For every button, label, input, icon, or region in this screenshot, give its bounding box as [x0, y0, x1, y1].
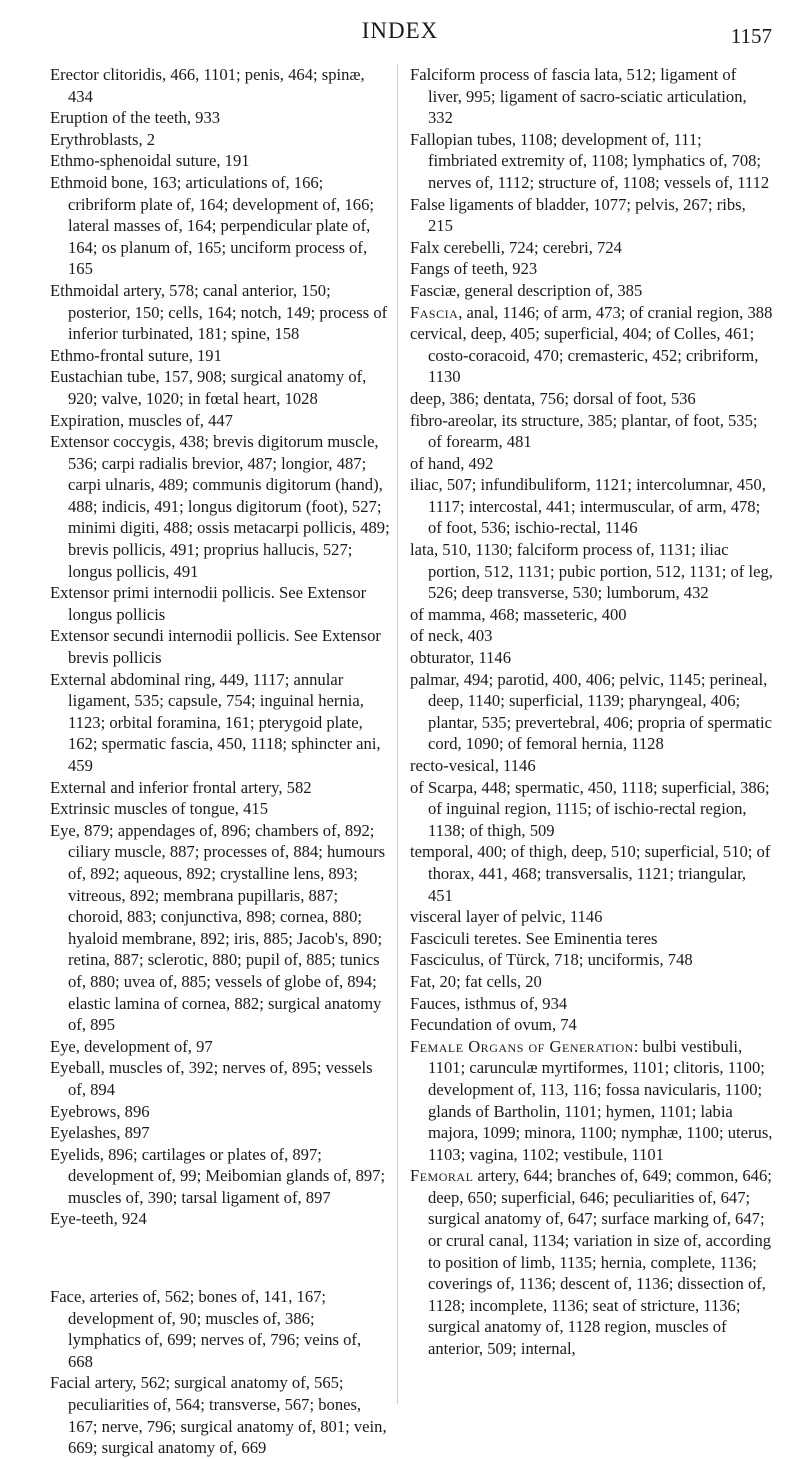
- index-entry: Falx cerebelli, 724; cerebri, 724: [410, 237, 622, 257]
- index-subentry: palmar, 494; parotid, 400, 406; pelvic, 1145; perineal, deep, 1140; superficial, 1139; pharyngeal, 406; plantar, 535; prevertebral, 406; propria of spermatic cord, 1090; of femoral hernia, 1128: [410, 669, 772, 754]
- index-entry: Face, arteries of, 562; bones of, 141, 167; development of, 90; muscles of, 386; lymphatics of, 699; nerves of, 796; veins of, 668: [50, 1287, 362, 1371]
- index-entry-heading: [410, 1036, 774, 1166]
- index-entry: Eye-teeth, 924: [50, 1209, 147, 1229]
- index-subentry: cervical, deep, 405; superficial, 404; of Colles, 461; costo-coracoid, 470; cremasteric, 452; cribriform, 1130: [410, 324, 759, 387]
- index-entry: Fasciæ, general description of, 385: [410, 280, 643, 300]
- index-subentry: deep, 386; dentata, 756; dorsal of foot, 536: [410, 388, 696, 408]
- index-entry: Extensor secundi internodii pollicis. See Extensor brevis pollicis: [50, 626, 381, 668]
- index-entry: Facial artery, 562; surgical anatomy of, 565; peculiarities of, 564; transverse, 567; bones, 167; nerve, 796; surgical anatomy of, 801; vein, 669; surgical anatomy of, 669: [50, 1373, 387, 1458]
- index-entry: Extrinsic muscles of tongue, 415: [50, 799, 268, 819]
- page-header: [0, 14, 800, 54]
- index-subentry: temporal, 400; of thigh, deep, 510; superficial, 510; of thorax, 441, 468; transversalis, 1121; triangular, 451: [410, 842, 771, 905]
- entry-head: Fascia: [410, 302, 459, 322]
- index-subentry: fibro-areolar, its structure, 385; plantar, of foot, 535; of forearm, 481: [410, 410, 758, 452]
- index-subentry: visceral layer of pelvic, 1146: [410, 907, 603, 927]
- index-subentry: of Scarpa, 448; spermatic, 450, 1118; superficial, 386; of inguinal region, 1115; of ischio-rectal region, 1138; of thigh, 509: [410, 777, 770, 840]
- index-entry: Erector clitoridis, 466, 1101; penis, 464; spinæ, 434: [50, 65, 365, 106]
- index-entry: Ethmo-frontal suture, 191: [50, 345, 222, 365]
- index-entry: Fasciculi teretes. See Eminentia teres: [410, 928, 658, 948]
- index-entry-heading: [410, 1165, 774, 1359]
- index-entry: Ethmo-sphenoidal suture, 191: [50, 151, 250, 171]
- index-entry: Eye, 879; appendages of, 896; chambers of, 892; ciliary muscle, 887; processes of, 884; humours of, 892; aqueous, 892; crystalline lens, 893; vitreous, 892; membrana pupillaris, 887; choroid, 883; conjunctiva, 898; cornea, 880; hyaloid membrane, 892; iris, 885; Jacob's, 890; retina, 887; sclerotic, 880; pupil of, 885; tunics of, 880; uvea of, 885; vessels of globe of, 894; elastic lamina of cornea, 882; surgical anatomy of, 895: [50, 820, 386, 1035]
- entry-text: : bulbi vestibuli, 1101; carunculæ myrtiformes, 1101; clitoris, 1100; development of, 113, 116; fossa navicularis, 1100; glands of Bartholin, 1101; hymen, 1101; labia majora, 1099; minora, 1100; nymphæ, 1100; uterus, 1103; vagina, 1102; vestibule, 1101: [428, 1036, 773, 1164]
- page-number: 1157: [730, 24, 772, 48]
- index-entry: Eustachian tube, 157, 908; surgical anatomy of, 920; valve, 1020; in fœtal heart, 1028: [50, 367, 367, 408]
- index-entry: External abdominal ring, 449, 1117; annular ligament, 535; capsule, 754; inguinal hernia, 1123; orbital foramina, 161; pterygoid plate, 162; spermatic fascia, 450, 1118; sphincter ani, 459: [50, 669, 381, 775]
- index-entry: Erythroblasts, 2: [50, 129, 156, 149]
- index-subentry: of mamma, 468; masseteric, 400: [410, 604, 627, 624]
- index-entry: Fecundation of ovum, 74: [410, 1015, 577, 1035]
- index-entry: Fasciculus, of Türck, 718; unciformis, 748: [410, 950, 693, 970]
- index-entry: Eyelashes, 897: [50, 1123, 150, 1143]
- entry-head: Female Organs of Generation: [410, 1036, 634, 1056]
- section-gap: [50, 1230, 390, 1286]
- index-entry: External and inferior frontal artery, 582: [50, 777, 312, 797]
- index-entry-heading: [410, 302, 774, 324]
- column-divider: [397, 64, 398, 1404]
- index-subentry: of neck, 403: [410, 626, 493, 646]
- index-subentry: recto-vesical, 1146: [410, 756, 536, 775]
- index-column-right: [410, 64, 774, 1360]
- index-entry: Eye, development of, 97: [50, 1036, 213, 1056]
- index-entry: Extensor coccygis, 438; brevis digitorum muscle, 536; carpi radialis brevior, 487; longior, 487; carpi ulnaris, 489; communis digitorum (hand), 488; indicis, 491; longus digitorum (foot), 527; minimi digiti, 488; ossis metacarpi pollicis, 489; brevis pollicis, 491; proprius hallucis, 527; longus pollicis, 491: [50, 432, 390, 581]
- index-entry: Fallopian tubes, 1108; development of, 111; fimbriated extremity of, 1108; lymphatics of, 708; nerves of, 1112; structure of, 1108; vessels of, 1112: [410, 129, 770, 192]
- index-entry: Extensor primi internodii pollicis. See Extensor longus pollicis: [50, 583, 367, 624]
- index-entry: Fangs of teeth, 923: [410, 259, 538, 279]
- page-title: INDEX: [361, 18, 439, 43]
- entry-head: Femoral: [410, 1166, 474, 1186]
- index-entry: Eyebrows, 896: [50, 1101, 150, 1121]
- index-entry: Eyelids, 896; cartilages or plates of, 897; development of, 99; Meibomian glands of, 897; muscles of, 390; tarsal ligament of, 897: [50, 1144, 386, 1207]
- index-entry: Expiration, muscles of, 447: [50, 410, 233, 430]
- index-subentry: of hand, 492: [410, 453, 494, 473]
- index-entry: Falciform process of fascia lata, 512; ligament of liver, 995; ligament of sacro-sciatic articulation, 332: [410, 65, 747, 128]
- index-entry: False ligaments of bladder, 1077; pelvis, 267; ribs, 215: [410, 194, 746, 236]
- index-entry: Ethmoidal artery, 578; canal anterior, 150; posterior, 150; cells, 164; notch, 149; process of inferior turbinated, 181; spine, 158: [50, 280, 388, 344]
- entry-text: artery, 644; branches of, 649; common, 646; deep, 650; superficial, 646; peculiarities of, 647; surgical anatomy of, 647; surface marking of, 647; or crural canal, 1134; variation in size of, according to position of limb, 1135; hernia, complete, 1136; coverings of, 1136; descent of, 1136; dissection of, 1128; incomplete, 1136; seat of stricture, 1136; surgical anatomy of, 1128 region, muscles of anterior, 509; internal,: [428, 1166, 772, 1359]
- entry-text: , anal, 1146; of arm, 473; of cranial region, 388: [458, 302, 773, 322]
- index-entry: Eyeball, muscles of, 392; nerves of, 895; vessels of, 894: [50, 1058, 373, 1099]
- index-entry: Fat, 20; fat cells, 20: [410, 971, 542, 991]
- index-subentry: lata, 510, 1130; falciform process of, 1131; iliac portion, 512, 1131; pubic portion, 512, 1131; of leg, 526; deep transverse, 530; lumborum, 432: [410, 540, 773, 603]
- index-entry: Eruption of the teeth, 933: [50, 108, 221, 128]
- index-entry: Ethmoid bone, 163; articulations of, 166; cribriform plate of, 164; development of, 166; lateral masses of, 164; perpendicular plate of, 164; os planum of, 165; unciform process of, 165: [50, 172, 374, 279]
- index-subentry: iliac, 507; infundibuliform, 1121; intercolumnar, 450, 1117; intercostal, 441; intermuscular, of arm, 478; of foot, 536; ischio-rectal, 1146: [410, 475, 766, 538]
- index-entry: Fauces, isthmus of, 934: [410, 993, 568, 1013]
- index-column-left: [50, 64, 390, 1459]
- index-subentry: obturator, 1146: [410, 648, 512, 668]
